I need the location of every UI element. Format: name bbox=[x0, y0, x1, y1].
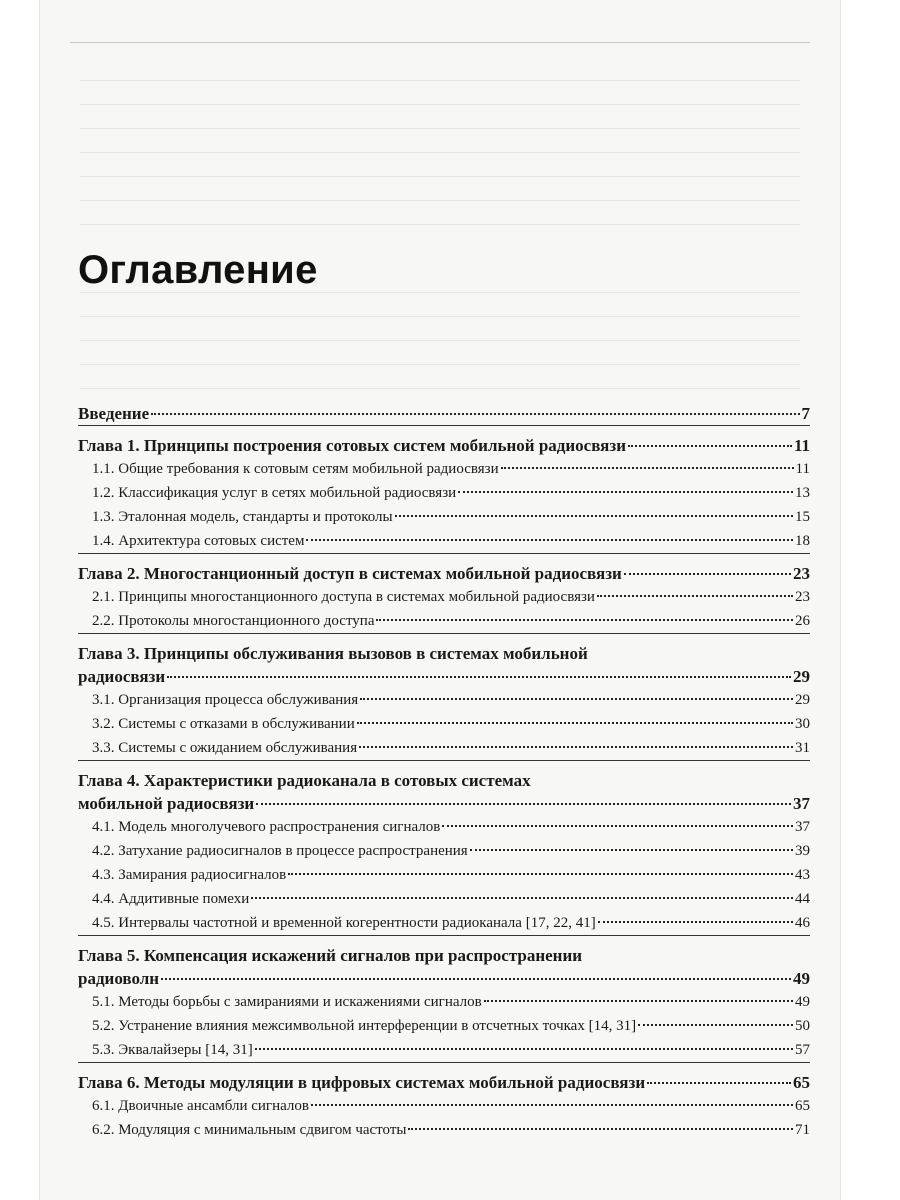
section-title: 1.4. Архитектура сотовых систем bbox=[92, 533, 305, 549]
chapter-page: 65 bbox=[793, 1073, 810, 1092]
section-page: 26 bbox=[795, 613, 810, 629]
toc-chapter-1[interactable] bbox=[78, 434, 810, 457]
chapter-title: Глава 6. Методы модуляции в цифровых системах мобильной радиосвязи bbox=[78, 1073, 646, 1092]
chapter-title: Глава 1. Принципы построения сотовых систем мобильной радиосвязи bbox=[78, 436, 627, 455]
toc-section-4-4[interactable] bbox=[78, 887, 810, 911]
toc-chapter-3-line1[interactable]: Глава 3. Принципы обслуживания вызовов в системах мобильной bbox=[78, 644, 588, 663]
leader-dots bbox=[647, 1082, 791, 1084]
toc-chapter-2[interactable] bbox=[78, 562, 810, 585]
section-title: 6.1. Двоичные ансамбли сигналов bbox=[92, 1098, 309, 1114]
section-page: 29 bbox=[795, 692, 810, 708]
chapter-title: мобильной радиосвязи bbox=[78, 794, 255, 813]
section-title: 4.2. Затухание радиосигналов в процессе распространения bbox=[92, 843, 468, 859]
toc-section-1-2[interactable] bbox=[78, 481, 810, 505]
toc-section-3-1[interactable] bbox=[78, 688, 810, 712]
toc-chapter-5[interactable] bbox=[78, 967, 810, 990]
leader-dots bbox=[598, 921, 793, 923]
leader-dots bbox=[151, 413, 799, 415]
leader-dots bbox=[624, 573, 791, 575]
section-title: 1.1. Общие требования к сотовым сетям мобильной радиосвязи bbox=[92, 461, 499, 477]
leader-dots bbox=[360, 698, 793, 700]
leader-dots bbox=[161, 978, 791, 980]
section-page: 31 bbox=[795, 740, 810, 756]
section-title: 1.3. Эталонная модель, стандарты и протоколы bbox=[92, 509, 393, 525]
section-title: 1.2. Классификация услуг в сетях мобильной радиосвязи bbox=[92, 485, 457, 501]
leader-dots bbox=[408, 1128, 793, 1130]
toc-section-6-2[interactable] bbox=[78, 1118, 810, 1142]
section-title: 5.3. Эквалайзеры [14, 31] bbox=[92, 1042, 253, 1058]
chapter-page: 11 bbox=[793, 436, 810, 455]
leader-dots bbox=[470, 849, 793, 851]
section-title: 2.1. Принципы многостанционного доступа в системах мобильной радиосвязи bbox=[92, 589, 595, 605]
leader-dots bbox=[359, 746, 793, 748]
leader-dots bbox=[306, 539, 793, 541]
section-title: 3.3. Системы с ожиданием обслуживания bbox=[92, 740, 358, 756]
toc-section-3-2[interactable] bbox=[78, 712, 810, 736]
toc-section-4-2[interactable] bbox=[78, 839, 810, 863]
toc-section-5-3[interactable] bbox=[78, 1038, 810, 1062]
section-page: 46 bbox=[795, 915, 810, 931]
section-title: 4.5. Интервалы частотной и временной когерентности радиоканала [17, 22, 41] bbox=[92, 915, 596, 931]
chapter-title: радиоволн bbox=[78, 969, 160, 988]
page-title: Оглавление bbox=[78, 248, 318, 292]
toc-section-5-2[interactable] bbox=[78, 1014, 810, 1038]
toc-chapter-5-line1[interactable]: Глава 5. Компенсация искажений сигналов при распространении bbox=[78, 946, 583, 965]
toc-section-1-1[interactable] bbox=[78, 457, 810, 481]
leader-dots bbox=[376, 619, 793, 621]
leader-dots bbox=[251, 897, 793, 899]
toc-section-3-3[interactable] bbox=[78, 736, 810, 760]
leader-dots bbox=[255, 1048, 793, 1050]
section-title: 5.2. Устранение влияния межсимвольной интерференции в отсчетных точках [14, 31] bbox=[92, 1018, 637, 1034]
section-page: 13 bbox=[795, 485, 810, 501]
leader-dots bbox=[597, 595, 793, 597]
leader-dots bbox=[256, 803, 791, 805]
leader-dots bbox=[167, 676, 791, 678]
toc-chapter-4-line1[interactable]: Глава 4. Характеристики радиоканала в сотовых системах bbox=[78, 771, 531, 790]
leader-dots bbox=[395, 515, 793, 517]
section-page: 37 bbox=[795, 819, 810, 835]
section-title: 5.1. Методы борьбы с замираниями и искажениями сигналов bbox=[92, 994, 482, 1010]
section-page: 44 bbox=[795, 891, 810, 907]
section-title: 4.4. Аддитивные помехи bbox=[92, 891, 250, 907]
toc-chapter-3[interactable] bbox=[78, 665, 810, 688]
toc-section-4-1[interactable] bbox=[78, 815, 810, 839]
leader-dots bbox=[442, 825, 793, 827]
section-page: 65 bbox=[795, 1098, 810, 1114]
leader-dots bbox=[501, 467, 794, 469]
chapter-title: Глава 2. Многостанционный доступ в системах мобильной радиосвязи bbox=[78, 564, 622, 583]
leader-dots bbox=[311, 1104, 793, 1106]
section-title: 6.2. Модуляция с минимальным сдвигом частоты bbox=[92, 1122, 407, 1138]
chapter-page: 49 bbox=[793, 969, 810, 988]
leader-dots bbox=[458, 491, 793, 493]
running-header-bleed bbox=[70, 30, 810, 43]
book-page bbox=[40, 0, 840, 1200]
section-page: 18 bbox=[795, 533, 810, 549]
chapter-page: 23 bbox=[793, 564, 810, 583]
toc-section-2-1[interactable] bbox=[78, 585, 810, 609]
section-page: 49 bbox=[795, 994, 810, 1010]
leader-dots bbox=[484, 1000, 793, 1002]
toc-section-4-3[interactable] bbox=[78, 863, 810, 887]
leader-dots bbox=[628, 445, 792, 447]
toc-intro-title: Введение bbox=[78, 404, 150, 423]
section-title: 2.2. Протоколы многостанционного доступа bbox=[92, 613, 375, 629]
toc-section-5-1[interactable] bbox=[78, 990, 810, 1014]
section-title: 3.1. Организация процесса обслуживания bbox=[92, 692, 359, 708]
section-title: 3.2. Системы с отказами в обслуживании bbox=[92, 716, 355, 732]
section-page: 15 bbox=[795, 509, 810, 525]
section-page: 39 bbox=[795, 843, 810, 859]
chapter-page: 37 bbox=[793, 794, 810, 813]
toc-section-2-2[interactable] bbox=[78, 609, 810, 633]
section-page: 50 bbox=[795, 1018, 810, 1034]
section-page: 43 bbox=[795, 867, 810, 883]
leader-dots bbox=[638, 1024, 793, 1026]
section-title: 4.3. Замирания радиосигналов bbox=[92, 867, 287, 883]
section-page: 57 bbox=[795, 1042, 810, 1058]
toc-section-4-5[interactable] bbox=[78, 911, 810, 935]
toc-intro[interactable] bbox=[78, 402, 810, 425]
section-title: 4.1. Модель многолучевого распространения сигналов bbox=[92, 819, 441, 835]
chapter-page: 29 bbox=[793, 667, 810, 686]
section-page: 71 bbox=[795, 1122, 810, 1138]
toc-section-1-4[interactable] bbox=[78, 529, 810, 553]
section-page: 30 bbox=[795, 716, 810, 732]
leader-dots bbox=[357, 722, 793, 724]
leader-dots bbox=[288, 873, 793, 875]
section-page: 11 bbox=[795, 461, 810, 477]
toc-section-6-1[interactable] bbox=[78, 1094, 810, 1118]
toc-chapter-4[interactable] bbox=[78, 792, 810, 815]
toc-chapter-6[interactable] bbox=[78, 1071, 810, 1094]
toc-section-1-3[interactable] bbox=[78, 505, 810, 529]
section-page: 23 bbox=[795, 589, 810, 605]
chapter-title: радиосвязи bbox=[78, 667, 166, 686]
toc-intro-page: 7 bbox=[801, 404, 810, 423]
table-of-contents bbox=[78, 402, 810, 1142]
